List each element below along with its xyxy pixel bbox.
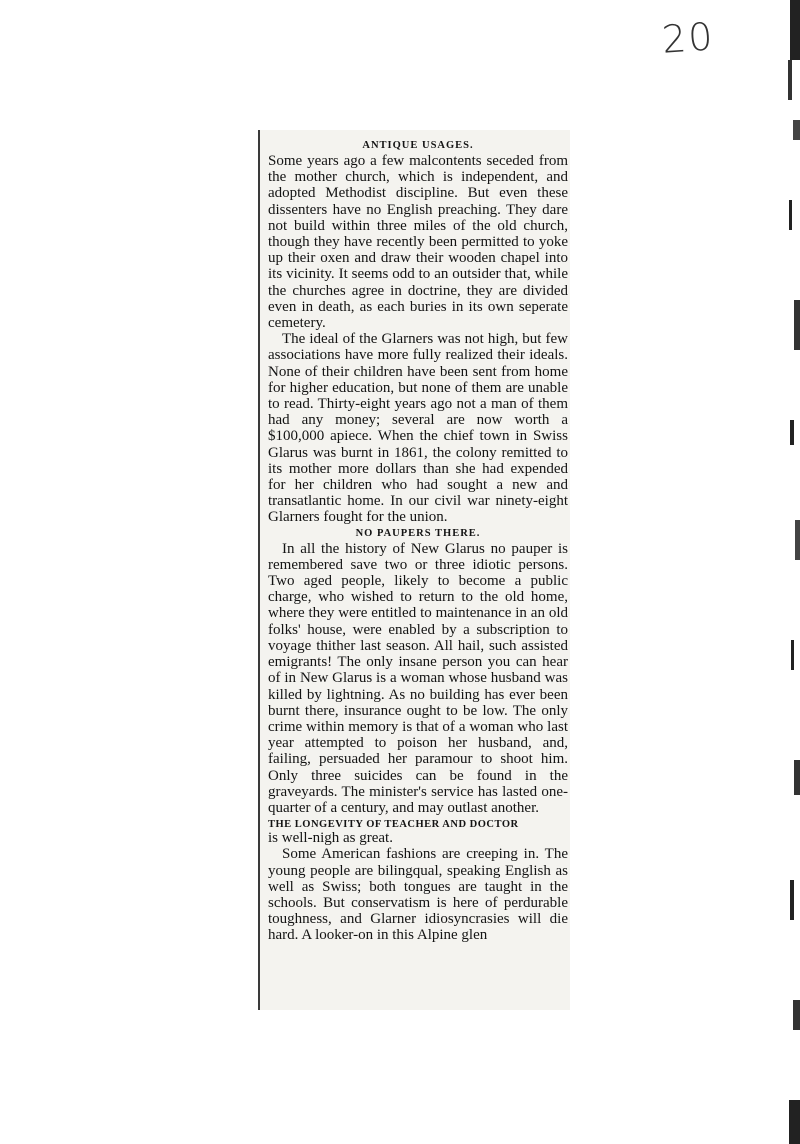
- heading-longevity-continued: is well-nigh as great.: [268, 830, 393, 847]
- heading-longevity: THE LONGEVITY OF TEACHER AND DOCTOR: [268, 819, 519, 831]
- paragraph-paupers: In all the history of New Glarus no pauper is remembered save two or three idiotic persons. Two aged people, likely to become a public charge, who wished to return to the old home, where they were entitled to maintenance in an old folks' house, were enabled by a subscription to voyage thither last season. All hail, such assisted emigrants! The only insane person you can hear of in New Glarus is a woman whose husband was killed by lightning. As no building has ever been burnt there, insurance ought to be low. The only crime within memory is that of a woman who last year attempted to poison her husband, and, failing, persuaded her paramour to shoot him. Only three suicides can be found in the graveyards. The minister's service has lasted one-quarter of a century, and may outlast another.: [268, 540, 568, 816]
- page-edge-marks: [760, 0, 800, 1144]
- page-number: 20: [660, 14, 716, 62]
- heading-no-paupers: NO PAUPERS THERE.: [355, 527, 481, 539]
- paragraph-american-fashions: Some American fashions are creeping in. The young people are bilingqual, speaking English as well as Swiss; both tongues are taught in the schools. But conservatism is here of perdurable toughness, and Glarner idiosyncrasies will die hard. A looker-on in this Alpine glen: [268, 846, 568, 944]
- heading-antique-usages: ANTIQUE USAGES.: [362, 140, 474, 151]
- paragraph-glarners-ideal: The ideal of the Glarners was not high, but few associations have more fully realized their ideals. None of their children have been sent from home for higher education, but none of them are unable to read. Thirty-eight years ago not a man of them had any money; several are now worth a $100,000 apiece. When the chief town in Swiss Glarus was burnt in 1861, the colony remitted to its mother more dollars than she had expended for her children who had sought a new and transatlantic home. In our civil war ninety-eight Glarners fought for the union.: [268, 331, 568, 526]
- newspaper-clipping: [258, 130, 570, 1010]
- paragraph-malcontents: Some years ago a few malcontents seceded from the mother church, which is independent, and adopted Methodist discipline. But even these dissenters have no English preaching. They dare not build within three miles of the old church, though they have recently been permitted to yoke up their oxen and draw their wooden chapel into its vicinity. It seems odd to an outsider that, while the churches agree in doctrine, they are divided even in death, as each buries in its own seperate cemetery.: [268, 153, 568, 332]
